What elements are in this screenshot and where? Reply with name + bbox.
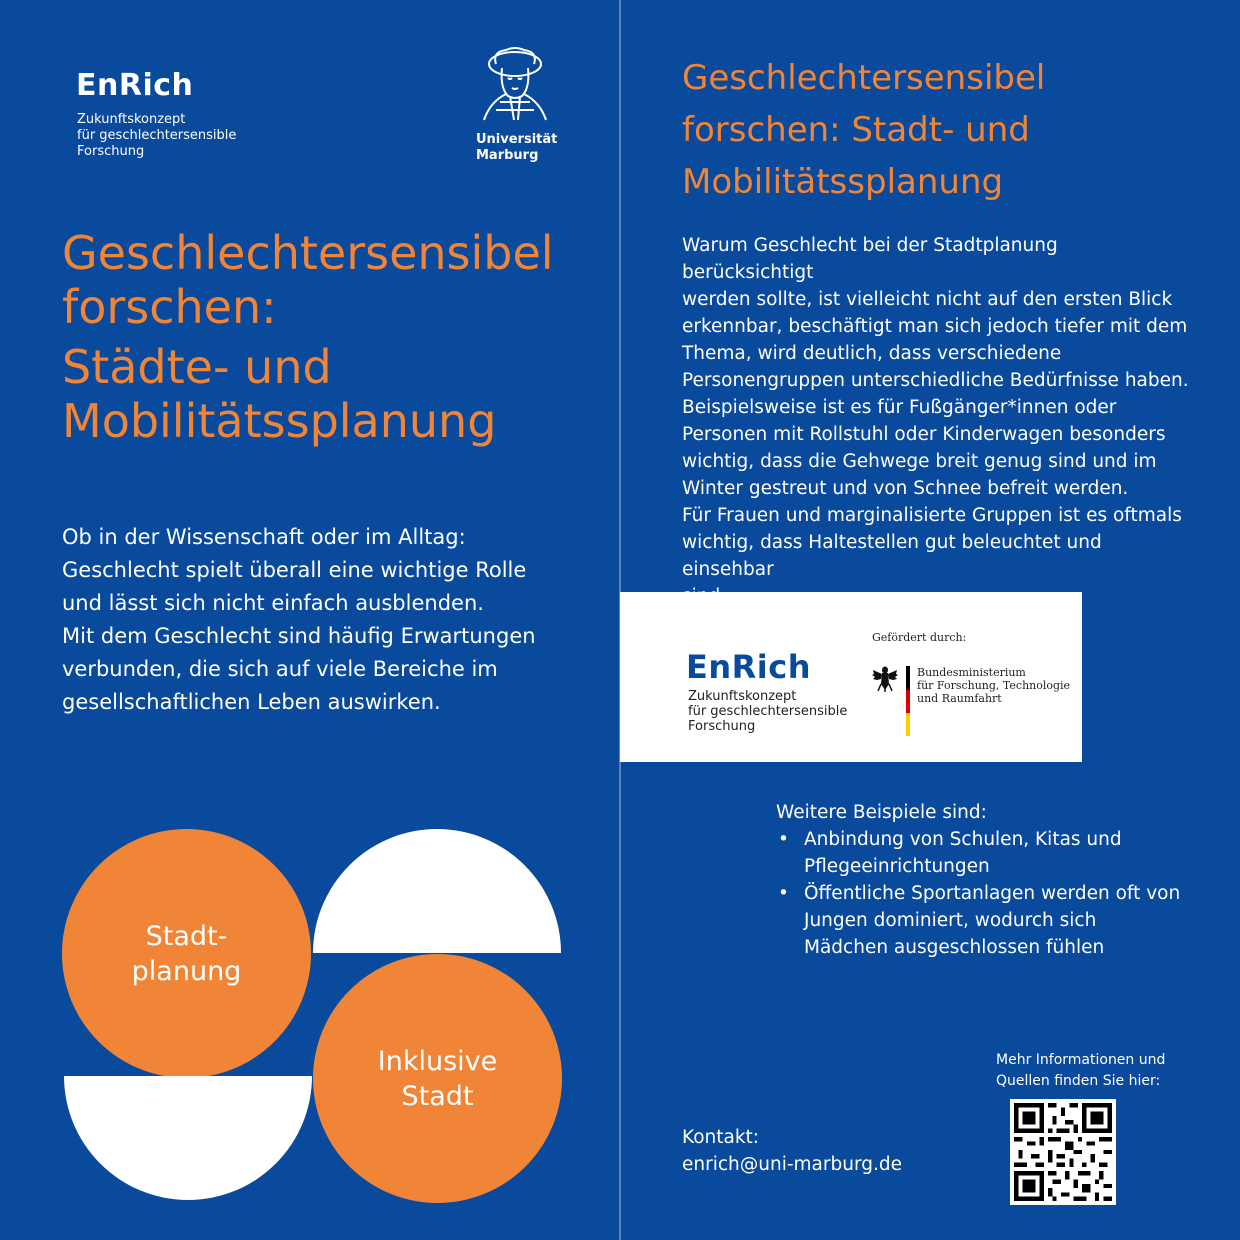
- list-item: • Anbindung von Schulen, Kitas und Pflegeeinrichtungen: [776, 826, 1186, 880]
- left-title: Geschlechtersensibel forschen:: [62, 226, 554, 334]
- white-half-circle-top: [313, 829, 561, 953]
- qr-code[interactable]: [1010, 1099, 1116, 1205]
- right-title: Geschlechtersensibel forschen: Stadt- und Mobilitätssplanung: [682, 58, 1046, 202]
- circle-stadtplanung: Stadt- planung: [62, 829, 311, 1078]
- list-item: • Öffentliche Sportanlagen werden oft von Jungen dominiert, wodurch sich Mädchen ausgeschlossen fühlen: [776, 880, 1186, 961]
- sponsor-enrich-tagline: Zukunftskonzept für geschlechtersensible Forschung: [688, 689, 848, 734]
- university-seal-icon: [470, 44, 560, 124]
- contact-text: Kontakt: enrich@uni-marburg.de: [682, 1127, 902, 1175]
- funded-by-label: Gefördert durch:: [872, 631, 967, 644]
- enrich-tagline: Zukunftskonzept für geschlechtersensible Forschung: [77, 112, 237, 159]
- more-info-text: Mehr Informationen und Quellen finden Sie hier:: [996, 1052, 1166, 1089]
- ministry-name: Bundesministerium für Forschung, Technologie und Raumfahrt: [917, 666, 1071, 705]
- german-flag-bar: [906, 666, 910, 736]
- white-half-circle-bottom: [64, 1076, 312, 1200]
- right-body-text: Warum Geschlecht bei der Stadtplanung berücksichtigt werden sollte, ist vielleicht nicht auf den ersten Blick erkennbar, beschäftigt man sich jedoch tiefer mit dem Thema, wird deutlich, dass verschiedene Personengruppen unterschiedliche Bedürfnisse haben. Beispielsweise ist es für Fußgänger*innen oder Personen mit Rollstuhl oder Kinderwagen besonders wichtig, dass die Gehwege breit genug sind und im Winter gestreut und von Schnee befreit werden. Für Frauen und marginalisierte Gruppen ist es oftmals wichtig, dass Haltestellen gut beleuchtet und einsehbar: [682, 235, 1189, 580]
- university-name: Universität Marburg: [476, 132, 558, 163]
- examples-intro: Weitere Beispiele sind:: [776, 802, 987, 823]
- sponsor-enrich-logo: EnRich: [686, 648, 811, 686]
- sponsor-panel: [620, 592, 1082, 762]
- left-body-text: Ob in der Wissenschaft oder im Alltag: Geschlecht spielt überall eine wichtige Rolle und lässt sich nicht einfach ausblenden. Mit dem Geschlecht sind häufig Erwartungen verbunden, die sich auf viele Bereiche im gesellschaftlichen Leben auswirken.: [62, 525, 536, 714]
- circle-inklusive-stadt: Inklusive Stadt: [313, 954, 562, 1203]
- examples-section: [776, 799, 1186, 961]
- federal-eagle-icon: [872, 664, 898, 692]
- left-subtitle: Städte- und Mobilitätssplanung: [62, 340, 497, 448]
- enrich-logo-text: EnRich: [76, 68, 194, 103]
- examples-list: [776, 826, 1186, 961]
